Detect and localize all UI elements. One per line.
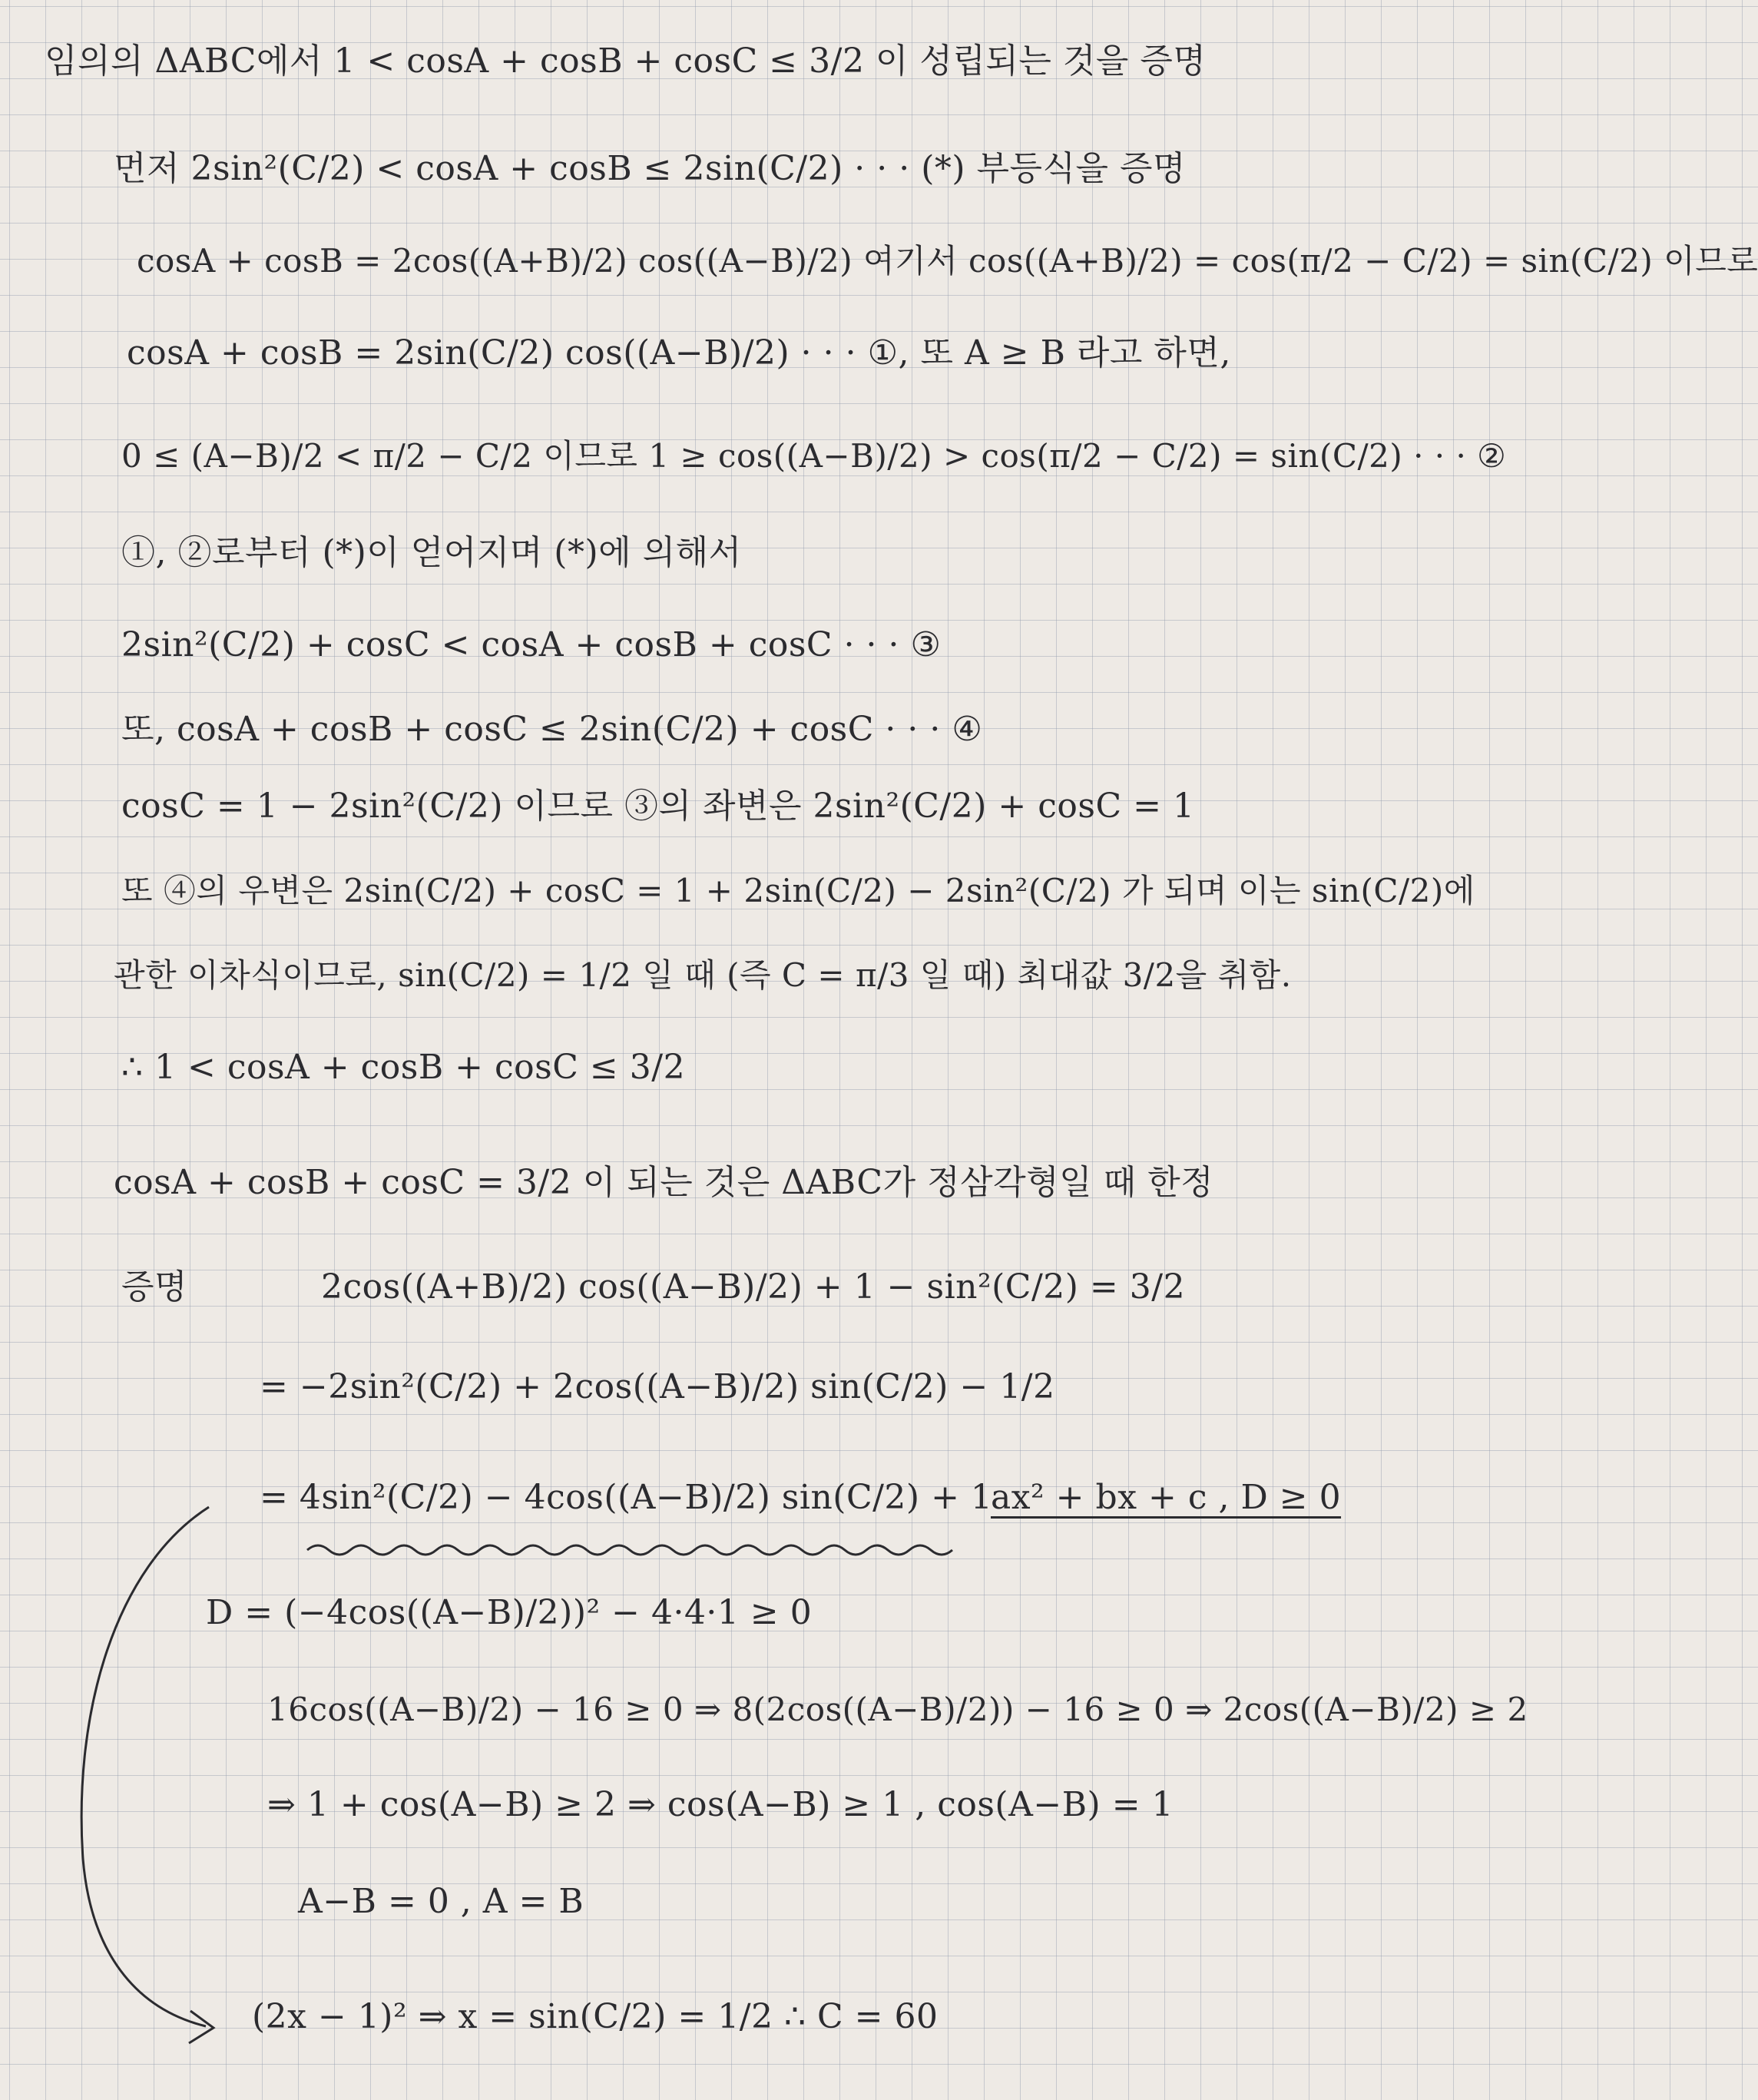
final-result: (2x − 1)² ⇒ x = sin(C/2) = 1/2 ∴ C = 60 [252,1997,939,2036]
proof-step-2: = −2sin²(C/2) + 2cos((A−B)/2) sin(C/2) − 1/2 [260,1367,1055,1406]
quadratic-discriminant-note: ax² + bx + c , D ≥ 0 [991,1478,1342,1517]
bracket-arrow-head [189,2011,214,2043]
step-maximum: 관한 이차식이므로, sin(C/2) = 1/2 일 때 (즉 C = π/3 일 때) 최대값 3/2을 취함. [114,956,1292,994]
angles-equal: A−B = 0 , A = B [298,1882,584,1921]
equality-condition: cosA + cosB + cosC = 3/2 이 되는 것은 ΔABC가 정삼각형일 때 한정 [114,1163,1214,1202]
discriminant: D = (−4cos((A−B)/2))² − 4·4·1 ≥ 0 [206,1593,813,1632]
bracket-curve [81,1507,209,2026]
proof-step-1: 2cos((A+B)/2) cos((A−B)/2) + 1 − sin²(C/2) = 3/2 [321,1267,1186,1307]
proof-label: 증명 [121,1267,188,1307]
cosine-condition: ⇒ 1 + cos(A−B) ≥ 2 ⇒ cos(A−B) ≥ 1 , cos(A−B) = 1 [267,1785,1174,1824]
step-sum-to-product: cosA + cosB = 2cos((A+B)/2) cos((A−B)/2) 여기서 cos((A+B)/2) = cos(π/2 − C/2) = sin(C/2) 이므로 [137,242,1758,280]
proof-step-3: = 4sin²(C/2) − 4cos((A−B)/2) sin(C/2) + 1 [260,1478,993,1517]
problem-statement: 임의의 ΔABC에서 1 < cosA + cosB + cosC ≤ 3/2 이 성립되는 것을 증명 [45,41,1207,81]
step-equation-3: 2sin²(C/2) + cosC < cosA + cosB + cosC · · · ③ [121,625,942,664]
wavy-underline [307,1545,952,1555]
step-right-side: 또 ④의 우변은 2sin(C/2) + cosC = 1 + 2sin(C/2) − 2sin²(C/2) 가 되며 이는 sin(C/2)에 [121,872,1475,909]
step-first-inequality: 먼저 2sin²(C/2) < cosA + cosB ≤ 2sin(C/2) · · · (*) 부등식을 증명 [114,149,1187,188]
step-left-side: cosC = 1 − 2sin²(C/2) 이므로 ③의 좌변은 2sin²(C/2) + cosC = 1 [121,787,1195,826]
step-combine-1-2: ①, ②로부터 (*)이 얻어지며 (*)에 의해서 [121,533,742,572]
step-equation-4: 또, cosA + cosB + cosC ≤ 2sin(C/2) + cosC · · · ④ [121,710,983,749]
discriminant-simplify: 16cos((A−B)/2) − 16 ≥ 0 ⇒ 8(2cos((A−B)/2)) − 16 ≥ 0 ⇒ 2cos((A−B)/2) ≥ 2 [267,1691,1528,1728]
conclusion-inequality: ∴ 1 < cosA + cosB + cosC ≤ 3/2 [121,1048,686,1087]
step-equation-2: 0 ≤ (A−B)/2 < π/2 − C/2 이므로 1 ≥ cos((A−B)/2) > cos(π/2 − C/2) = sin(C/2) · · · ② [121,437,1507,475]
step-equation-1: cosA + cosB = 2sin(C/2) cos((A−B)/2) · · · ①, 또 A ≥ B 라고 하면, [127,333,1231,373]
